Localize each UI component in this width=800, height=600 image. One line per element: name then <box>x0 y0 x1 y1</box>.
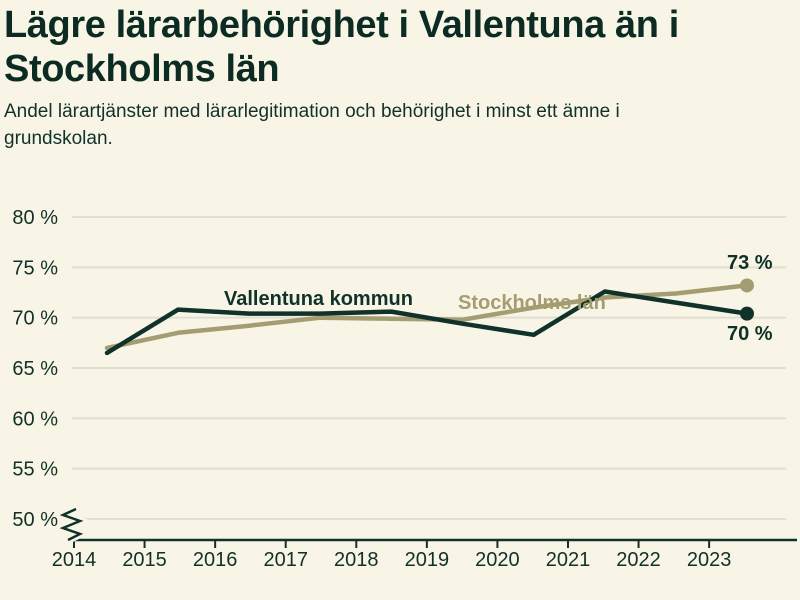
series-label-stockholms-lan: Stockholms län <box>458 292 606 314</box>
y-tick-label: 75 % <box>12 257 58 280</box>
page-title-line-2: Stockholms län <box>4 48 280 90</box>
chart-subtitle-line-2: grundskolan. <box>4 128 113 149</box>
end-value-label-stockholms-lan: 73 % <box>727 252 773 274</box>
x-tick-label: 2015 <box>122 549 167 571</box>
series-end-dot-stockholms-l-n <box>740 278 754 292</box>
y-tick-label: 70 % <box>12 307 58 330</box>
x-tick-label: 2022 <box>616 549 661 571</box>
y-tick-label: 80 % <box>12 207 58 229</box>
x-tick-label: 2023 <box>686 549 732 571</box>
x-tick-label: 2016 <box>192 549 238 571</box>
page-title-line-1: Lägre lärarbehörighet i Vallentuna än i <box>4 4 679 46</box>
y-tick-label: 50 % <box>12 508 58 531</box>
y-tick-label: 60 % <box>12 408 58 431</box>
series-label-vallentuna-kommun: Vallentuna kommun <box>224 288 413 310</box>
x-tick-label: 2014 <box>51 549 97 571</box>
series-end-dot-vallentuna-kommun <box>740 307 754 321</box>
x-tick-label: 2021 <box>545 549 591 571</box>
chart-subtitle-line-1: Andel lärartjänster med lärarlegitimation och behörighet i minst ett ämne i <box>4 101 620 122</box>
series-line-vallentuna-kommun <box>107 292 747 353</box>
x-tick-label: 2017 <box>263 549 308 571</box>
x-tick-label: 2020 <box>475 549 520 571</box>
y-tick-label: 55 % <box>12 458 58 481</box>
x-tick-label: 2018 <box>334 549 379 571</box>
end-value-label-vallentuna-kommun: 70 % <box>727 323 773 345</box>
x-tick-label: 2019 <box>404 549 450 571</box>
y-tick-label: 65 % <box>12 357 58 380</box>
